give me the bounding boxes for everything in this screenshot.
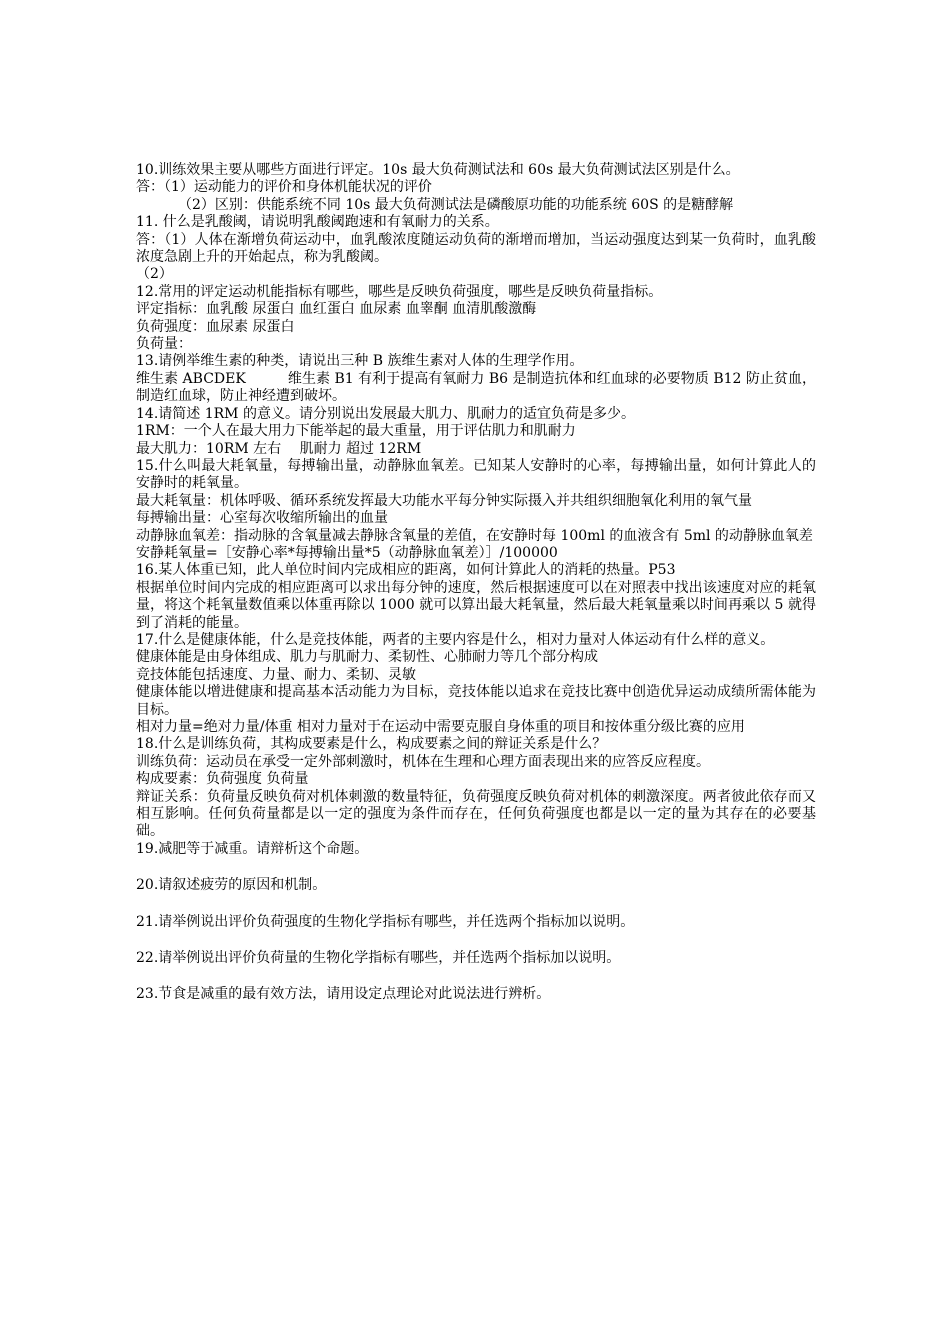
question-12: 12.常用的评定运动机能指标有哪些，哪些是反映负荷强度，哪些是反映负荷量指标。 [136, 283, 663, 300]
blank-line [136, 931, 816, 950]
answer-17-athletic-fitness: 竞技体能包括速度、力量、耐力、柔韧、灵敏 [136, 666, 416, 683]
document-body [136, 162, 816, 1004]
answer-11-part-1: 答：（1）人体在渐增负荷运动中，血乳酸浓度随运动负荷的渐增而增加，当运动强度达到某一负荷时，血乳酸浓度急剧上升的开始起点，称为乳酸阈。 [136, 231, 816, 266]
question-14: 14.请简述 1RM 的意义。请分别说出发展最大肌力、肌耐力的适宜负荷是多少。 [136, 405, 635, 422]
answer-18-elements: 构成要素：负荷强度 负荷量 [136, 771, 309, 788]
blank-line [136, 858, 816, 877]
answer-10-part-2: （2）区别：供能系统不同 10s 最大负荷测试法是磷酸原功能的功能系统 60S 的是糖酵解 [178, 196, 734, 213]
answer-17-goals: 健康体能以增进健康和提高基本活动能力为目标，竞技体能以追求在竞技比赛中创造优异运动成绩所需体能为目标。 [136, 684, 816, 718]
question-13: 13.请例举维生素的种类，请说出三种 B 族维生素对人体的生理学作用。 [136, 353, 584, 370]
answer-17-relative-strength: 相对力量=绝对力量/体重 相对力量对于在运动中需要克服自身体重的项目和按体重分级比赛的应用 [136, 719, 745, 735]
answer-15-vo2max: 最大耗氧量：机体呼吸、循环系统发挥最大功能水平每分钟实际摄入并共组织细胞氧化利用的氧气量 [136, 492, 752, 509]
blank-line [136, 967, 816, 986]
answer-15-avo2-diff: 动静脉血氧差：指动脉的含氧量减去静脉含氧量的差值，在安静时每 100ml 的血液含有 5ml 的动静脉血氧差 [136, 527, 813, 544]
question-22: 22.请举例说出评价负荷量的生物化学指标有哪些，并任选两个指标加以说明。 [136, 950, 621, 967]
question-21: 21.请举例说出评价负荷强度的生物化学指标有哪些，并任选两个指标加以说明。 [136, 913, 635, 930]
question-17: 17.什么是健康体能，什么是竞技体能，两者的主要内容是什么，相对力量对人体运动有什么样的意义。 [136, 631, 775, 648]
answer-18-definition: 训练负荷：运动员在承受一定外部刺激时，机体在生理和心理方面表现出来的应答反应程度。 [136, 753, 710, 770]
answer-15-stroke-volume: 每搏输出量：心室每次收缩所输出的血量 [136, 510, 388, 527]
answer-12-intensity: 负荷强度：血尿素 尿蛋白 [136, 318, 295, 335]
answer-18-relationship: 辩证关系：负荷量反映负荷对机体刺激的数量特征，负荷强度反映负荷对机体的刺激深度。两者彼此依存而又相互影响。任何负荷量都是以一定的强度为条件而存在，任何负荷强度也都是以一定的量为其存在的必要基础。 [136, 788, 816, 840]
question-19: 19.减肥等于减重。请辩析这个命题。 [136, 840, 369, 857]
question-16: 16.某人体重已知，此人单位时间内完成相应的距离，如何计算此人的消耗的热量。P53 [136, 562, 676, 579]
blank-line [136, 895, 816, 914]
answer-12-volume: 负荷量： [136, 336, 192, 353]
answer-16: 根据单位时间内完成的相应距离可以求出每分钟的速度，然后根据速度可以在对照表中找出该速度对应的耗氧量，将这个耗氧量数值乘以体重再除以 1000 就可以算出最大耗氧量，然后最大耗氧量乘以时间再乘以 5 就得到了消耗的能量。 [136, 579, 816, 631]
answer-14-1rm: 1RM：一个人在最大用力下能举起的最大重量，用于评估肌力和肌耐力 [136, 423, 576, 440]
question-20: 20.请叙述疲劳的原因和机制。 [136, 877, 327, 894]
answer-10-part-1: 答：（1）运动能力的评价和身体机能状况的评价 [136, 179, 432, 196]
answer-12-indicators: 评定指标：血乳酸 尿蛋白 血红蛋白 血尿素 血睾酮 血清肌酸激酶 [136, 301, 537, 318]
answer-11-part-2: （2） [136, 266, 173, 283]
answer-13: 维生素 ABCDEK 维生素 B1 有利于提高有氧耐力 B6 是制造抗体和红血球的必要物质 B12 防止贫血，制造红血球，防止神经遭到破坏。 [136, 370, 816, 405]
question-18: 18.什么是训练负荷，其构成要素是什么，构成要素之间的辩证关系是什么？ [136, 736, 607, 753]
answer-14-loads: 最大肌力：10RM 左右 肌耐力 超过 12RM [136, 440, 422, 457]
question-11: 11. 什么是乳酸阈，请说明乳酸阈跑速和有氧耐力的关系。 [136, 214, 499, 231]
question-23: 23.节食是减重的最有效方法，请用设定点理论对此说法进行辨析。 [136, 986, 551, 1003]
question-15: 15.什么叫最大耗氧量，每搏输出量，动静脉血氧差。已知某人安静时的心率，每搏输出量，如何计算此人的安静时的耗氧量。 [136, 457, 816, 492]
question-10: 10.训练效果主要从哪些方面进行评定。10s 最大负荷测试法和 60s 最大负荷测试法区别是什么。 [136, 162, 740, 178]
answer-15-formula: 安静耗氧量=［安静心率*每搏输出量*5（动静脉血氧差）］/100000 [136, 544, 558, 561]
answer-17-health-fitness: 健康体能是由身体组成、肌力与肌耐力、柔韧性、心肺耐力等几个部分构成 [136, 649, 598, 666]
